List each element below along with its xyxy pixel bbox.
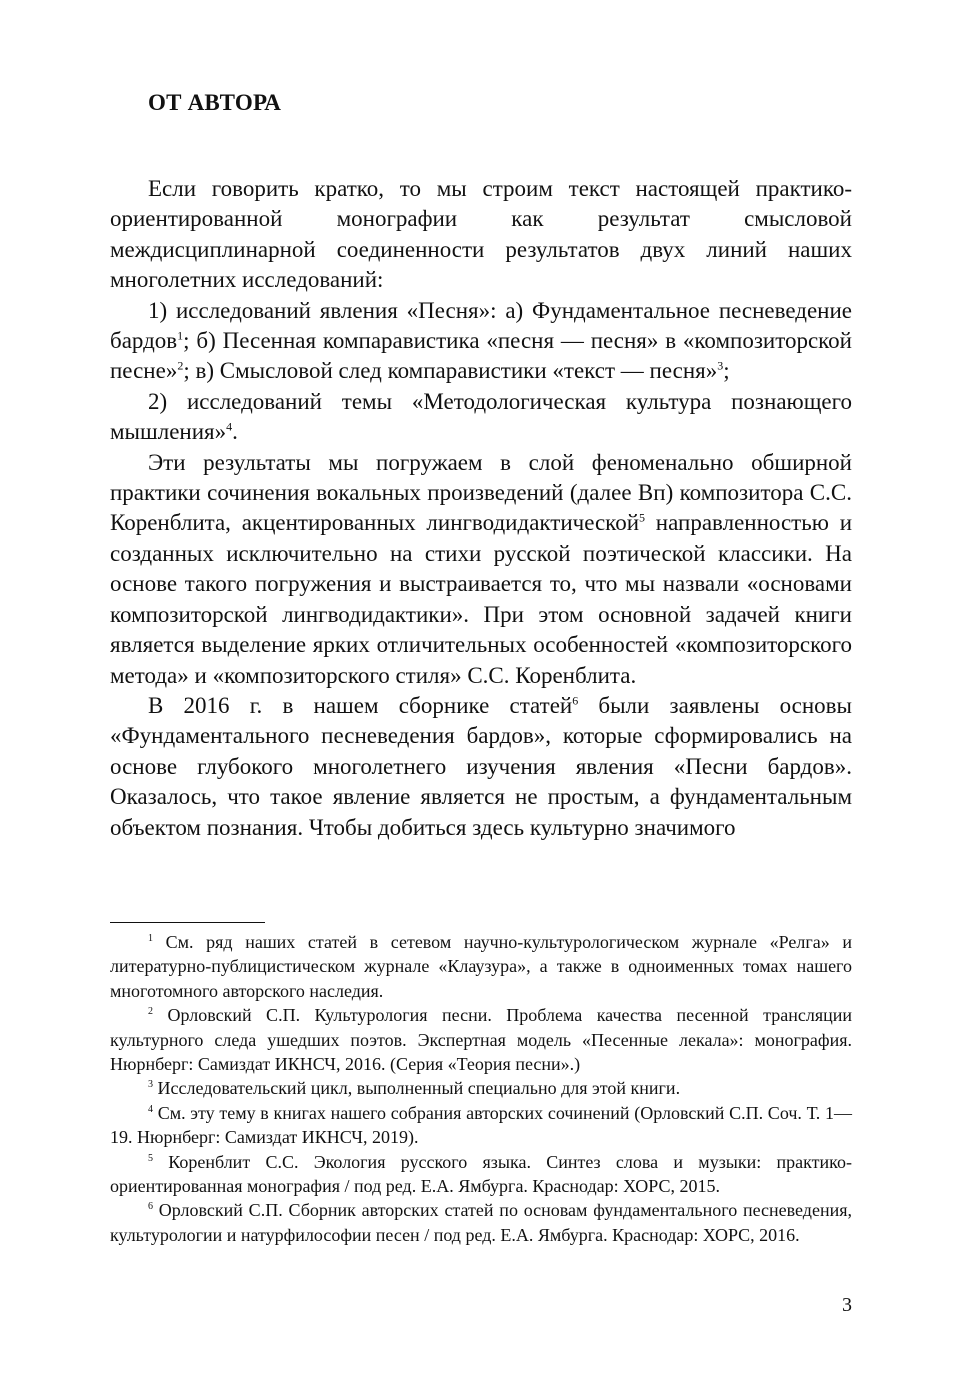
main-text — [110, 174, 852, 843]
page-number: 3 — [842, 1294, 852, 1316]
footnote: $^3$ Исследовательский цикл, выполненный специально для этой книги. — [148, 1078, 681, 1099]
paragraph-results: Эти результаты мы погружаем в слой феноменально обширной практики сочинения вокальных произведений (далее Вп) композитора С.С. Коренблита, акцентированных лингводидактической$^5$ направленностью и созданных исключительно на стихи русской поэтической классики. На основе такого погружения и выстраивается то, что мы назвали «основами композиторской лингводидактики». При этом основной задачей книги является выделение ярких отличительных особенностей «композиторского метода» и «композиторского стиля» С.С. Коренблита. — [110, 449, 853, 688]
footnote-ref: 6 — [572, 693, 579, 708]
footnote-ref: 4 — [226, 419, 233, 434]
footnotes — [110, 930, 852, 1247]
footnote-ref: 1 — [177, 328, 184, 343]
footnote: $^6$ Орловский С.П. Сборник авторских статей по основам фундаментального песневедения, культурологии и натурфилософии песен / под ред. Е.А. Ямбурга. Краснодар: ХОРС, 2016. — [110, 1200, 852, 1245]
footnote: $^1$ См. ряд наших статей в сетевом научно-культурологическом журнале «Релга» и литературно-публицистическом журнале «Клаузура», а также в одноименных томах нашего многотомного авторского наследия. — [110, 932, 852, 1001]
paragraph-item-1: 1) исследований явления «Песня»: а) Фундаментальное песневедение бардов$^1$; б) Песенная компаравистика «песня — песня» в «композиторской песне»$^2$; в) Смысловой след компаравистики «текст — песня»$^3$; — [110, 297, 852, 384]
footnote: $^4$ См. эту тему в книгах нашего собрания авторских сочинений (Орловский С.П. Соч. Т. 1—19. Нюрнберг: Самиздат ИКНСЧ, 2019). — [110, 1102, 852, 1148]
footnote-divider — [110, 922, 265, 923]
footnote-ref: 5 — [639, 510, 646, 525]
paragraph-item-2: 2) исследований темы «Методологическая культура познающего мышления»$^4$. — [110, 388, 852, 445]
footnote-ref: 2 — [177, 358, 184, 373]
footnote: $^5$ Коренблит С.С. Экология русского языка. Синтез слова и музыки: практико-ориентированная монография / под ред. Е.А. Ямбурга. Краснодар: ХОРС, 2015. — [110, 1151, 852, 1197]
page-title: ОТ АВТОРА — [148, 90, 282, 115]
paragraph-2016: В 2016 г. в нашем сборнике статей$^6$ были заявлены основы «Фундаментального песневедения бардов», которые сформировались на основе глубокого многолетнего изучения явления «Песни бардов». Оказалось, что такое явление является не простым, а фундаментальным объектом познания. Чтобы добиться здесь культурно значимого — [110, 692, 852, 840]
footnote: $^2$ Орловский С.П. Культурология песни. Проблема качества песенной трансляции культурного следа ушедших поэтов. Экспертная модель «Песенные лекала»: монография. Нюрнберг: Самиздат ИКНСЧ, 2016. (Серия «Теория песни».) — [110, 1005, 852, 1075]
paragraph-intro: Если говорить кратко, то мы строим текст настоящей практико-ориентированной монографии как результат смысловой междисциплинарной соединенности результатов двух линий наших многолетних исследований: — [110, 176, 852, 293]
footnote-ref: 3 — [717, 358, 724, 373]
